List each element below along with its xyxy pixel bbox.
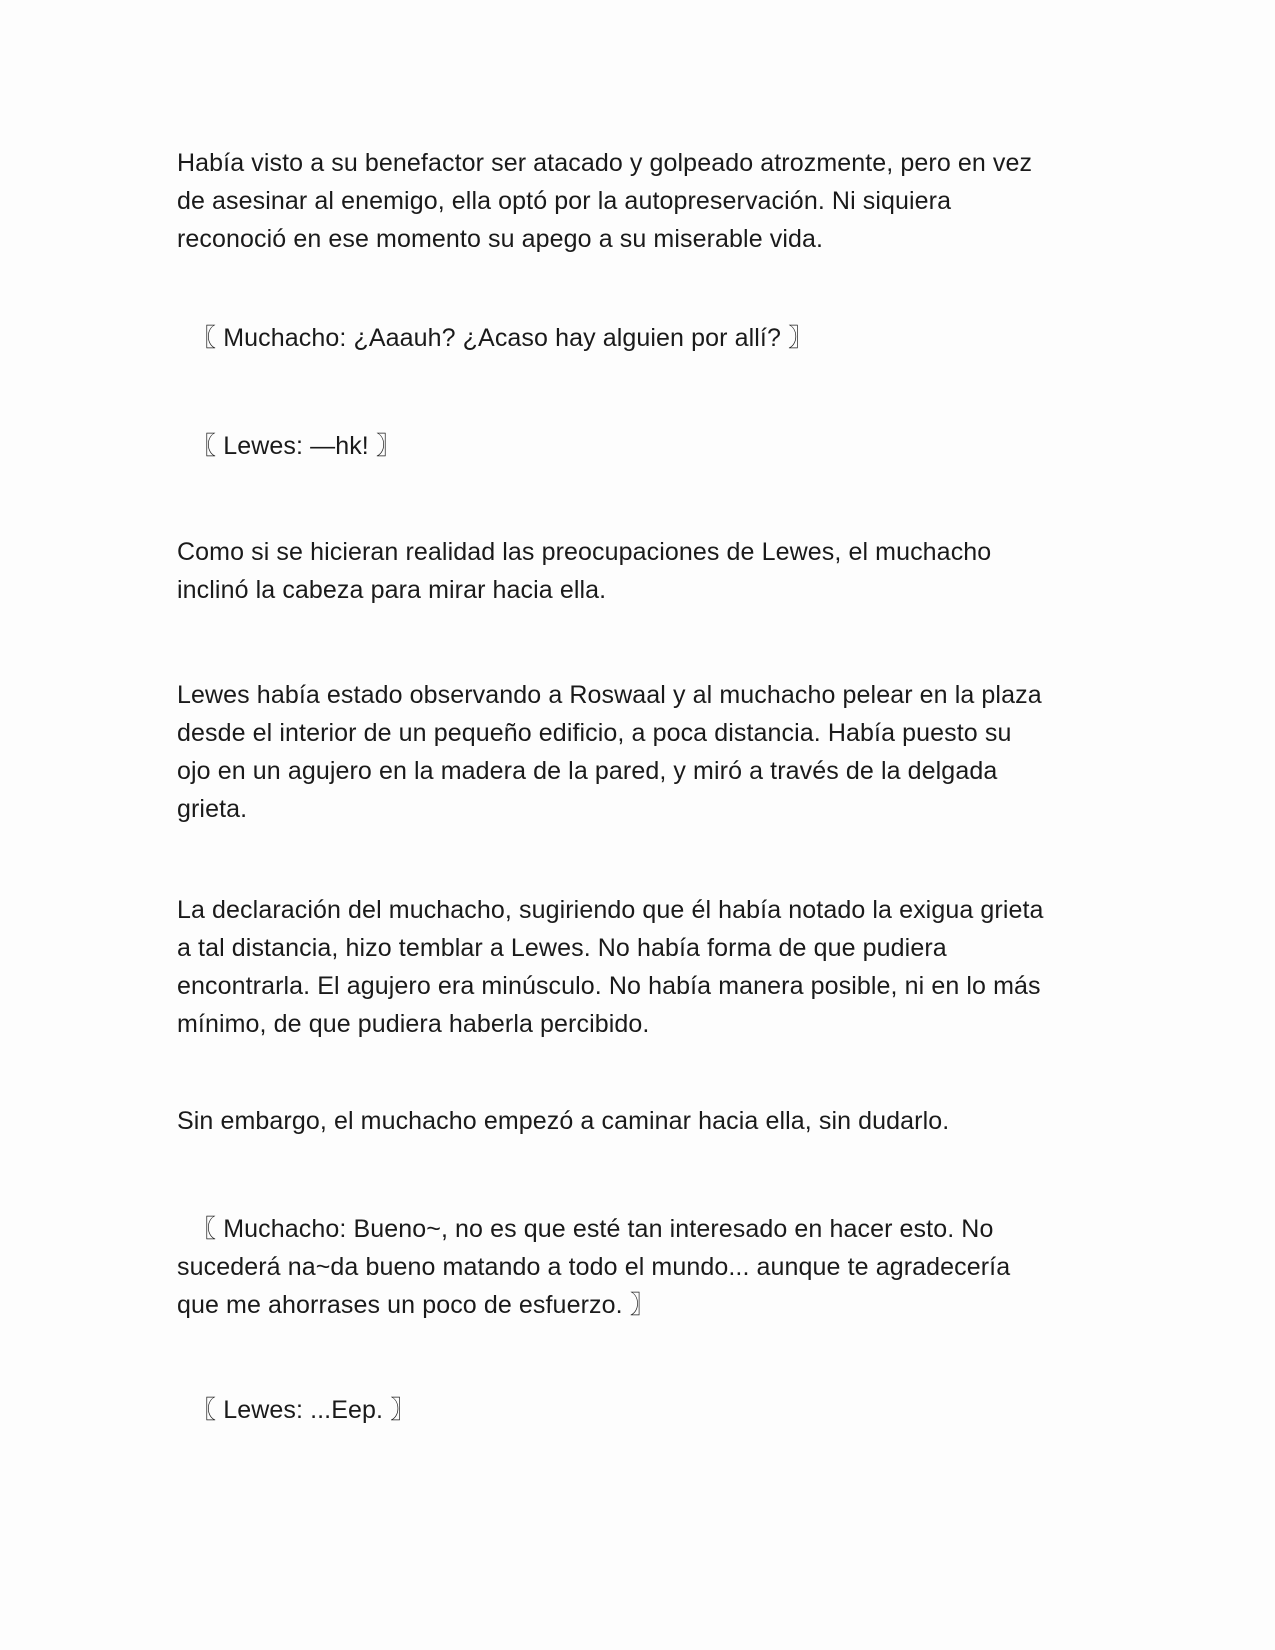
paragraph-narration: La declaración del muchacho, sugiriendo que él había notado la exigua grieta a tal distancia, hizo temblar a Lewes. No había forma de que pudiera encontrarla. El agujero era minúsculo. No había manera posible, ni en lo más mínimo, de que pudiera haberla percibido.	[177, 896, 1044, 1038]
paragraph-dialogue-muchacho: 〖 Muchacho: Bueno~, no es que esté tan interesado en hacer esto. No sucederá na~da bueno matando a todo el mundo... aunque te agradecería que me ahorrases un poco de esfuerzo. 〗	[177, 1215, 1011, 1319]
paragraph-narration: Sin embargo, el muchacho empezó a caminar hacia ella, sin dudarlo.	[177, 1107, 950, 1135]
paragraph-dialogue-lewes: 〖 Lewes: ...Eep. 〗	[177, 1396, 416, 1424]
paragraph-dialogue-muchacho: 〖 Muchacho: ¿Aaauh? ¿Acaso hay alguien por allí? 〗	[177, 324, 814, 352]
paragraph-narration: Lewes había estado observando a Roswaal y al muchacho pelear en la plaza desde el interior de un pequeño edificio, a poca distancia. Había puesto su ojo en un agujero en la madera de la pared, y miró a través de la delgada grieta.	[177, 681, 1042, 823]
paragraph-narration: Había visto a su benefactor ser atacado y golpeado atrozmente, pero en vez de asesinar al enemigo, ella optó por la autopreservación. Ni siquiera reconoció en ese momento su apego a su miserable vida.	[177, 149, 1033, 253]
paragraph-narration: Como si se hicieran realidad las preocupaciones de Lewes, el muchacho inclinó la cabeza para mirar hacia ella.	[177, 538, 992, 604]
paragraph-dialogue-lewes: 〖 Lewes: —hk! 〗	[177, 432, 401, 460]
